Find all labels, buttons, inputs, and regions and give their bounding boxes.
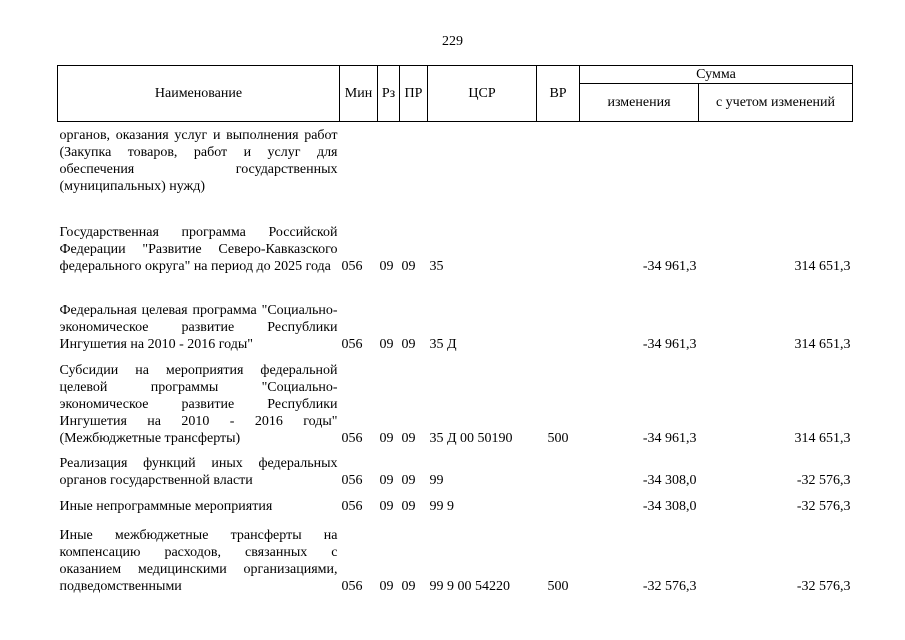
row-total: -32 576,3 <box>796 498 851 514</box>
row-vr: 500 <box>547 430 569 446</box>
row-total: -32 576,3 <box>796 578 851 594</box>
row-vr: 500 <box>547 578 569 594</box>
row-vr <box>537 122 580 195</box>
row-change: -34 961,3 <box>642 336 697 352</box>
row-name: Федеральная целевая программа "Социально-экономическое развитие Республики Ингушетия на 2010 - 2016 годы" <box>59 302 338 352</box>
table-row <box>58 515 853 595</box>
row-min: 056 <box>341 498 363 514</box>
row-rz: 09 <box>379 258 394 274</box>
row-total: 314 651,3 <box>794 258 851 274</box>
row-rz: 09 <box>379 430 394 446</box>
row-pr: 09 <box>401 498 416 514</box>
row-rz: 09 <box>379 578 394 594</box>
row-min <box>340 122 378 195</box>
row-min: 056 <box>341 258 363 274</box>
header-rz: Рз <box>378 66 400 122</box>
header-name: Наименование <box>58 66 340 122</box>
row-name: Реализация функций иных федеральных органов государственной власти <box>59 455 338 488</box>
row-total: 314 651,3 <box>794 336 851 352</box>
row-name: Иные непрограммные мероприятия <box>59 498 273 514</box>
row-pr <box>400 122 428 195</box>
header-row-top <box>58 66 853 84</box>
row-csr: 99 9 00 54220 <box>429 578 510 594</box>
row-csr <box>428 122 537 195</box>
row-pr: 09 <box>401 430 416 446</box>
row-pr: 09 <box>401 336 416 352</box>
row-rz: 09 <box>379 472 394 488</box>
row-csr: 35 Д <box>429 336 457 352</box>
row-min: 056 <box>341 336 363 352</box>
row-name: Государственная программа Российской Федерации "Развитие Северо-Кавказского федерального округа" на период до 2025 года <box>59 224 338 274</box>
table-row <box>58 447 853 489</box>
row-change: -34 961,3 <box>642 430 697 446</box>
row-name: Иные межбюджетные трансферты на компенсацию расходов, связанных с оказанием медицинскими организациями, подведомственными <box>59 527 338 594</box>
row-total: 314 651,3 <box>794 430 851 446</box>
header-vr: ВР <box>537 66 580 122</box>
header-sum: Сумма <box>580 66 853 84</box>
header-csr: ЦСР <box>428 66 537 122</box>
row-name: органов, оказания услуг и выполнения работ (Закупка товаров, работ и услуг для обеспечения государственных (муниципальных) нужд) <box>59 127 338 194</box>
row-change: -34 961,3 <box>642 258 697 274</box>
row-name: Субсидии на мероприятия федеральной целевой программы "Социально-экономическое развитие Республики Ингушетия на 2010 - 2016 годы" (Межбюджетные трансферты) <box>59 362 338 446</box>
page-number: 229 <box>442 34 463 49</box>
row-change: -34 308,0 <box>642 472 697 488</box>
row-change: -32 576,3 <box>642 578 697 594</box>
header-pr: ПР <box>400 66 428 122</box>
table-row <box>58 489 853 515</box>
row-change <box>580 122 699 195</box>
row-total: -32 576,3 <box>796 472 851 488</box>
row-vr <box>537 489 580 515</box>
row-vr <box>537 195 580 275</box>
row-rz <box>378 122 400 195</box>
row-min: 056 <box>341 430 363 446</box>
row-change: -34 308,0 <box>642 498 697 514</box>
table-row <box>58 195 853 275</box>
row-total <box>699 122 853 195</box>
table-row <box>58 353 853 447</box>
row-csr: 99 <box>429 472 444 488</box>
row-min: 056 <box>341 472 363 488</box>
row-rz: 09 <box>379 336 394 352</box>
header-with-change: с учетом изменений <box>699 84 853 122</box>
row-pr: 09 <box>401 472 416 488</box>
row-rz: 09 <box>379 498 394 514</box>
row-vr <box>537 275 580 353</box>
header-change: изменения <box>580 84 699 122</box>
row-pr: 09 <box>401 258 416 274</box>
row-pr: 09 <box>401 578 416 594</box>
table-row <box>58 275 853 353</box>
row-csr: 35 <box>429 258 444 274</box>
row-min: 056 <box>341 578 363 594</box>
row-csr: 35 Д 00 50190 <box>429 430 513 446</box>
table-row <box>58 122 853 195</box>
header-min: Мин <box>340 66 378 122</box>
row-vr <box>537 447 580 489</box>
row-csr: 99 9 <box>429 498 454 514</box>
budget-table <box>57 65 853 595</box>
